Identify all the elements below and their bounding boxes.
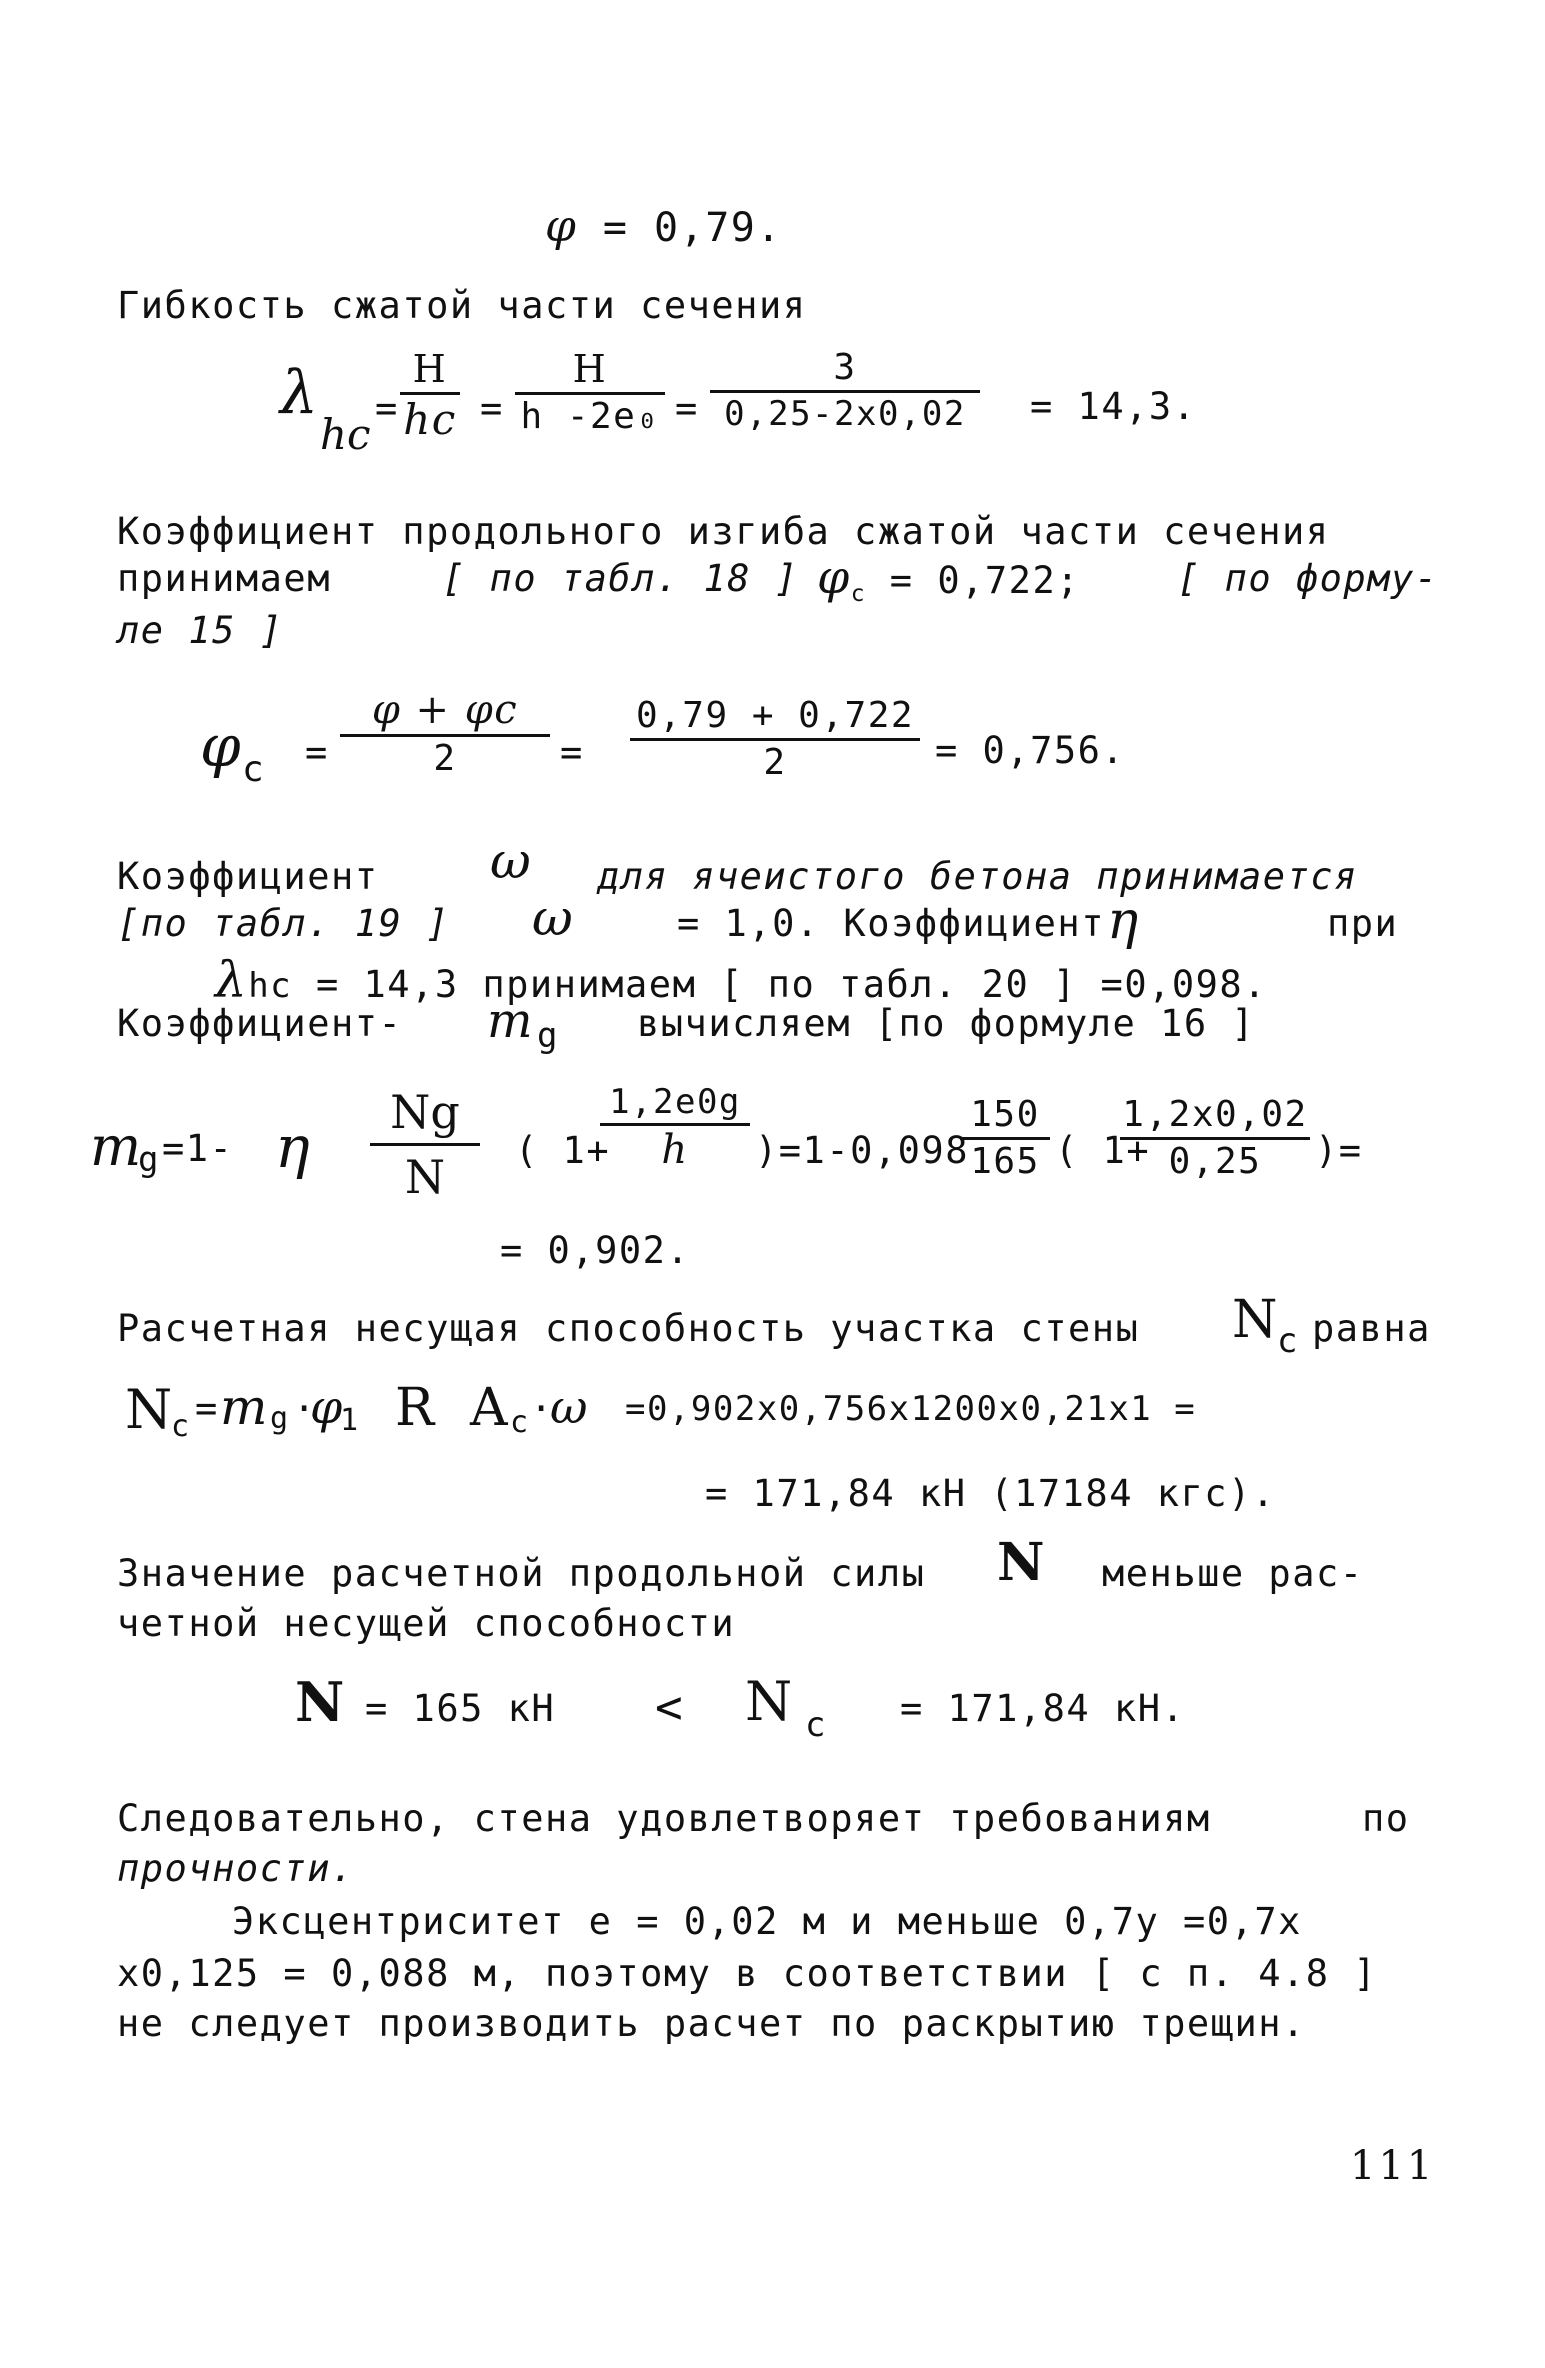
page-number: 111 xyxy=(1350,2143,1436,2189)
conclusion-line-2: прочности. xyxy=(117,1847,355,1890)
phic-fraction-1: φ + φc 2 xyxy=(340,690,550,777)
mg-fraction-ng-n: Ng N xyxy=(370,1085,480,1204)
phi-equation: φ = 0,79. xyxy=(545,201,782,252)
eccentricity-line-3: не следует производить расчет по раскрытию трещин. xyxy=(117,2002,1306,2045)
phic-symbol: φ xyxy=(200,712,241,780)
omega-line-1: Коэффициент ω для ячеистого бетона принимается xyxy=(117,832,1358,898)
omega-line-3: λhc = 14,3 принимаем [ по табл. 20 ] =0,098. xyxy=(215,951,1267,1009)
nc-intro-line: Расчетная несущая способность участка стены N c равна xyxy=(117,1290,1431,1361)
n-statement-line-2: четной несущей способности xyxy=(117,1602,736,1645)
eccentricity-line-1: Эксцентриситет е = 0,02 м и меньше 0,7y =0,7x xyxy=(232,1900,1302,1943)
mg-fraction-e0g-h: 1,2e0g h xyxy=(600,1085,750,1170)
coef-line-1: Коэффициент продольного изгиба сжатой части сечения xyxy=(117,510,1330,553)
n-statement-line-1: Значение расчетной продольной силы N меньше рас- xyxy=(117,1532,1364,1595)
mg-result: = 0,902. xyxy=(500,1229,691,1272)
conclusion-line-1: Следовательно, стена удовлетворяет требованиям по xyxy=(117,1797,1410,1840)
coef-line-2: принимаем [ по табл. 18 ] $\varphi_c = 0,722$; [ по форму- xyxy=(117,550,1439,608)
nc-calculation: =0,902x0,756x1200x0,21x1 = xyxy=(625,1389,1197,1429)
comparison-formula: N = 165 кН < N c = 171,84 кН. xyxy=(295,1670,1186,1745)
nc-result: = 171,84 кН (17184 кгс). xyxy=(705,1472,1276,1515)
lambda-result: = 14,3. xyxy=(1030,385,1197,428)
nc-formula: N c = m g · φ 1 R A c · ω =0,902x0,756x1200x0,21x1 = xyxy=(125,1378,1197,1444)
mg-formula: m g =1- η Ng N ( 1+ 1,2e0g h )=1-0,098 150 165 ( 1+ 1,2x0,02 0,25 )= xyxy=(90,1082,1363,1204)
phic-formula: φ c = φ + φc 2 = 0,79 + 0,722 2 = 0,756. xyxy=(200,687,1126,790)
eccentricity-line-2: x0,125 = 0,088 м, поэтому в соответствии [ с п. 4.8 ] xyxy=(117,1952,1378,1995)
flexibility-heading: Гибкость сжатой части сечения xyxy=(117,284,807,327)
eta-symbol: η xyxy=(1107,891,1140,951)
mg-fraction-150-165: 150 165 xyxy=(960,1097,1050,1180)
fraction-h-over-h-minus: H h -2e₀ xyxy=(515,350,665,435)
lambda-subscript: hc xyxy=(320,410,371,459)
omega-line-2: [по табл. 19 ] ω = 1,0. Коэффициент η при xyxy=(117,889,1399,951)
lambda-symbol: λ xyxy=(280,358,319,428)
coef-line-3: ле 15 ] xyxy=(117,609,284,652)
fraction-3-over: 3 0,25-2x0,02 xyxy=(710,350,980,431)
phic-fraction-2: 0,79 + 0,722 2 xyxy=(630,698,920,781)
mg-intro-line: Коэффициент- m g вычисляем [по формуле 16 ] xyxy=(117,993,1256,1056)
lambda-formula: λ hc = H hc = H h -2e₀ = 3 0,25-2x0,02 = 14,3. xyxy=(280,347,1197,459)
mg-fraction-12x002: 1,2x0,02 0,25 xyxy=(1120,1097,1310,1180)
phic-result: = 0,756. xyxy=(935,729,1126,772)
fraction-h-over-hc: H hc xyxy=(400,350,460,441)
